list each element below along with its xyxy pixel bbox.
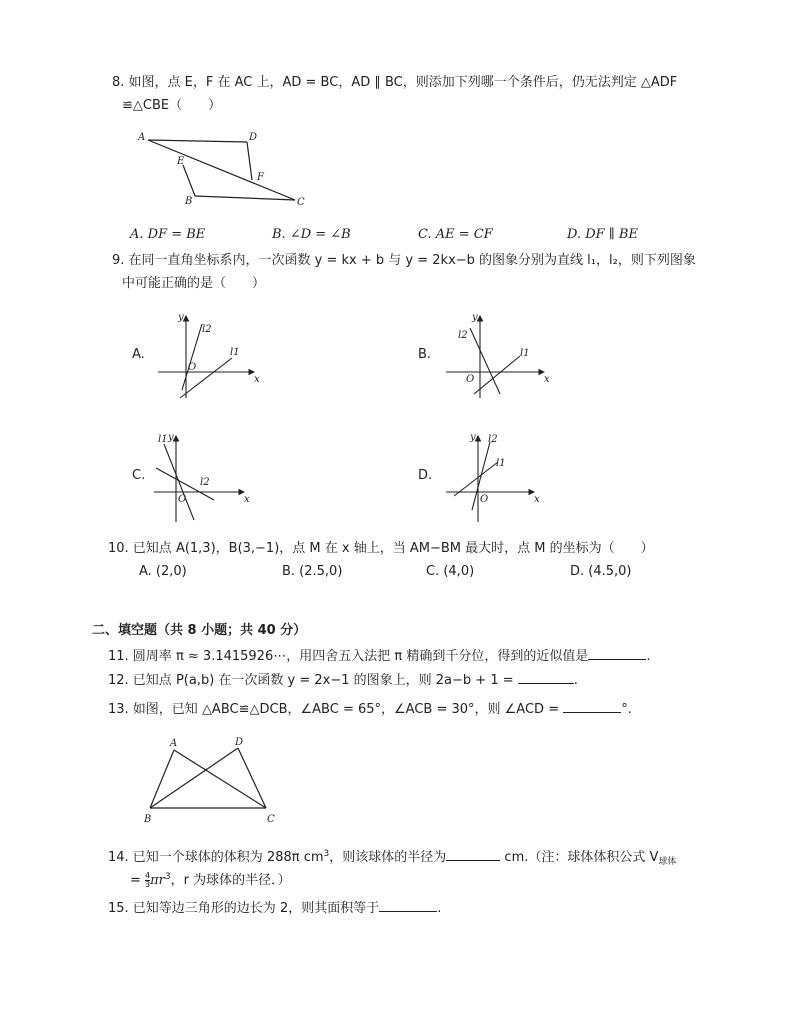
q15-end: . — [437, 901, 442, 916]
q8-label-B: B — [185, 196, 193, 207]
q13-label-C: C — [267, 814, 275, 825]
q9c-origin: O — [178, 494, 187, 505]
q15-text: 15. 已知等边三角形的边长为 2，则其面积等于 — [108, 901, 380, 916]
q9d-l2-label: l2 — [488, 434, 498, 445]
q8-figure — [135, 128, 305, 208]
q9-option-b-letter: B. — [418, 347, 432, 362]
q9a-origin: O — [188, 362, 197, 373]
q12-answer-blank[interactable] — [518, 683, 574, 684]
section-2-title: 二、填空题（共 8 小题；共 40 分） — [92, 623, 307, 638]
q10-option-a: A. (2,0) — [139, 564, 187, 579]
q8-option-b: B. ∠D = ∠B — [272, 227, 351, 242]
q9b-x-label: x — [544, 374, 550, 385]
q10-option-d: D. (4.5,0) — [570, 564, 632, 579]
q9b-y-label: y — [472, 312, 478, 323]
q10-option-c: C. (4,0) — [426, 564, 475, 579]
q8-line2: ≌△CBE（ ） — [122, 98, 222, 113]
q13-label-D: D — [235, 737, 244, 748]
q9a-l1-label: l1 — [230, 347, 240, 358]
q9d-y-label: y — [470, 432, 476, 443]
q15-answer-blank[interactable] — [379, 911, 437, 912]
q8-label-E: E — [177, 156, 185, 167]
q10-text: 10. 已知点 A(1,3)，B(3,−1)，点 M 在 x 轴上，当 AM−BM 最大时，点 M 的坐标为（ ） — [108, 541, 654, 556]
q9a-y-label: y — [178, 312, 184, 323]
q9c-l2-label: l2 — [200, 477, 210, 488]
q11-answer-blank[interactable] — [588, 659, 646, 660]
q12-end: . — [573, 673, 578, 688]
q11-text: 11. 圆周率 π ≈ 3.1415926⋯，用四舍五入法把 π 精确到千分位，得到的近似值是 — [108, 649, 589, 664]
q9-graph-d — [440, 430, 560, 525]
q14-frac-num: 4 — [145, 871, 151, 880]
q13-answer-blank[interactable] — [563, 712, 621, 713]
q9b-origin: O — [466, 374, 475, 385]
q9c-l1-label: l1 — [158, 434, 168, 445]
q13-end: °. — [621, 702, 632, 717]
q9-graph-b — [440, 310, 560, 400]
q14-text-a: 14. 已知一个球体的体积为 288π cm — [108, 850, 324, 865]
q14-frac-den: 3 — [145, 880, 151, 889]
q9c-y-label: y — [168, 432, 174, 443]
q8-label-F: F — [257, 172, 264, 183]
q8-option-a: A. DF = BE — [130, 227, 206, 242]
q14-text-d: ，r 为球体的半径．） — [170, 873, 291, 888]
q14-equals: = — [130, 873, 146, 888]
q13-text: 13. 如图，已知 △ABC≌△DCB，∠ABC = 65°，∠ACB = 30°，则 ∠ACD = — [108, 702, 560, 717]
q8-line1: 8. 如图，点 E，F 在 AC 上，AD = BC，AD ∥ BC，则添加下列哪一个条件后，仍无法判定 △ADF — [112, 75, 678, 90]
q9a-x-label: x — [254, 374, 260, 385]
q8-label-D: D — [249, 132, 258, 143]
q14-text-b: ，则该球体的半径为 — [329, 850, 447, 865]
q9d-origin: O — [480, 494, 489, 505]
q9c-x-label: x — [244, 494, 250, 505]
q14-subscript: 球体 — [658, 857, 677, 867]
q9b-l2-label: l2 — [458, 330, 468, 341]
q8-option-c: C. AE = CF — [418, 227, 493, 242]
q9-option-d-letter: D. — [418, 468, 433, 483]
q9b-l1-label: l1 — [520, 348, 530, 359]
q14-cube: 3 — [323, 849, 330, 859]
q8-label-C: C — [297, 197, 305, 208]
q9-graph-c — [150, 430, 270, 525]
q14-pi-r: πr — [150, 873, 165, 888]
q12-text: 12. 已知点 P(a,b) 在一次函数 y = 2x−1 的图象上，则 2a−b + 1 = — [108, 673, 514, 688]
q9-option-a-letter: A. — [132, 347, 145, 362]
q10-option-b: B. (2.5,0) — [282, 564, 343, 579]
q14-text-c: cm.（注：球体体积公式 V — [504, 850, 659, 865]
q8-option-d: D. DF ∥ BE — [567, 227, 638, 242]
q13-label-B: B — [144, 814, 152, 825]
q9-line1: 9. 在同一直角坐标系内，一次函数 y = kx + b 与 y = 2kx−b 的图象分别为直线 l₁，l₂，则下列图象 — [112, 253, 696, 268]
q13-label-A: A — [170, 738, 178, 749]
q14-r-cube: 3 — [164, 872, 171, 882]
q8-label-A: A — [138, 132, 146, 143]
q11-end: . — [646, 649, 651, 664]
q9d-x-label: x — [534, 494, 540, 505]
q9a-l2-label: l2 — [202, 324, 212, 335]
q9-option-c-letter: C. — [132, 468, 146, 483]
q13-figure — [140, 734, 290, 829]
q9-line2: 中可能正确的是（ ） — [122, 276, 266, 291]
q9-graph-a — [150, 310, 270, 400]
q14-answer-blank[interactable] — [446, 860, 500, 861]
q9d-l1-label: l1 — [496, 458, 506, 469]
